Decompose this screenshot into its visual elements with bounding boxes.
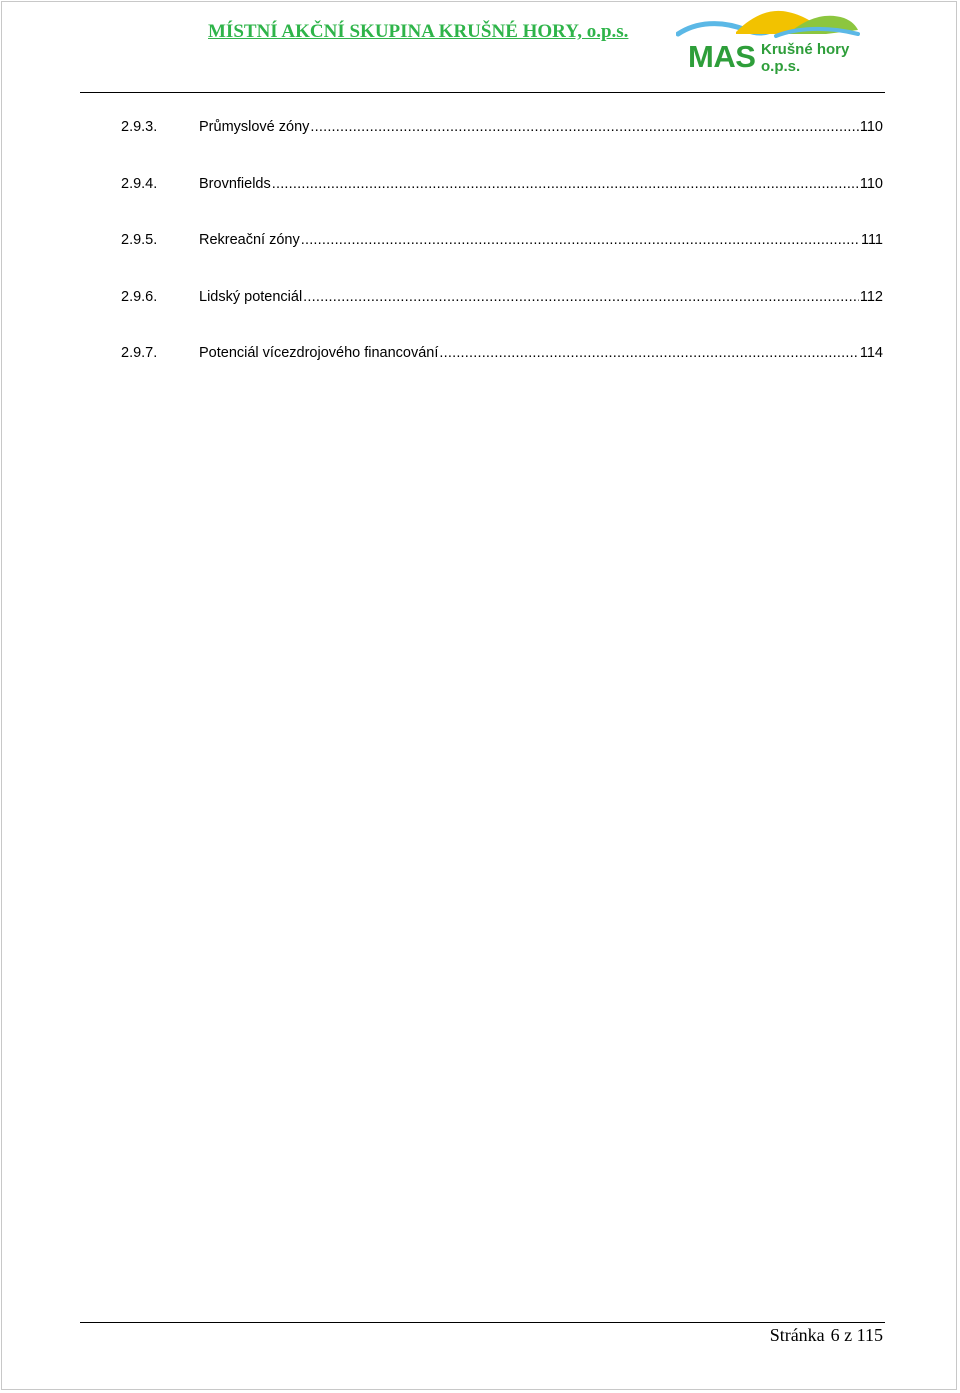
toc-entry-number: 2.9.5. xyxy=(121,232,158,248)
toc-dot-leader xyxy=(439,345,858,361)
toc-entry-page: 110 xyxy=(859,119,883,135)
page-number-label: Stránka xyxy=(769,1325,825,1345)
logo-mark-text: MAS xyxy=(688,39,756,74)
header-divider xyxy=(80,92,885,93)
toc-dot-leader xyxy=(303,289,859,305)
toc-entry[interactable] xyxy=(121,345,883,402)
toc-entry-page: 112 xyxy=(859,288,883,305)
toc-entry[interactable] xyxy=(121,119,883,176)
toc-entry-page: 111 xyxy=(860,232,883,248)
table-of-contents xyxy=(121,119,883,402)
toc-dot-leader xyxy=(301,232,860,248)
toc-entry-number: 2.9.3. xyxy=(121,119,158,135)
toc-entry-page: 114 xyxy=(859,345,883,361)
toc-entry[interactable] xyxy=(121,289,883,346)
toc-dot-leader xyxy=(272,176,859,192)
toc-entry-title: Průmyslové zóny xyxy=(199,119,310,135)
toc-entry-number: 2.9.7. xyxy=(121,345,158,361)
page-number xyxy=(770,1325,883,1346)
toc-entry-number: 2.9.4. xyxy=(121,175,158,192)
toc-dot-leader xyxy=(310,119,858,135)
toc-entry-page: 110 xyxy=(859,175,883,192)
toc-entry-title: Rekreační zóny xyxy=(199,232,300,248)
toc-entry-number: 2.9.6. xyxy=(121,288,158,305)
page-number-value: 6 z 115 xyxy=(830,1325,883,1345)
footer-divider xyxy=(80,1322,885,1323)
toc-entry[interactable] xyxy=(121,176,883,233)
logo-suffix-text: o.p.s. xyxy=(761,58,801,75)
toc-entry-title: Brovnfields xyxy=(199,175,271,192)
toc-entry-title: Potenciál vícezdrojového financování xyxy=(199,345,439,361)
toc-entry-title: Lidský potenciál xyxy=(199,288,303,305)
mas-logo xyxy=(676,8,866,76)
toc-entry[interactable] xyxy=(121,232,883,289)
header-title[interactable]: MÍSTNÍ AKČNÍ SKUPINA KRUŠNÉ HORY, o.p.s. xyxy=(208,21,629,42)
logo-name-text: Krušné hory xyxy=(761,41,850,58)
